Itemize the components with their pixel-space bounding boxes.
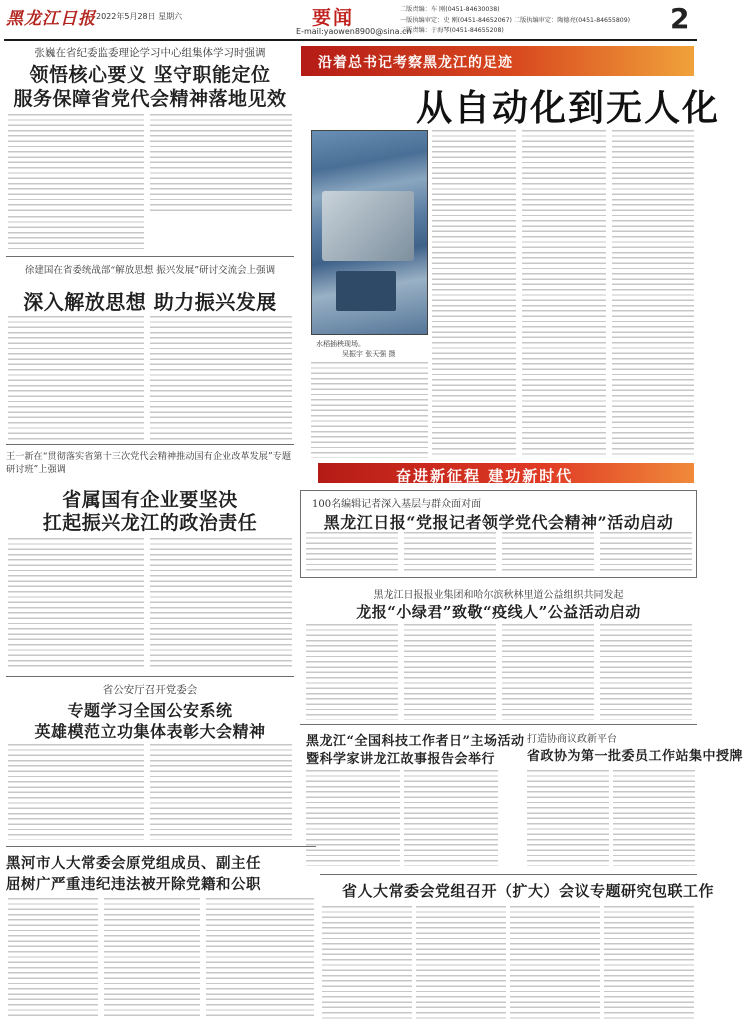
issue-date: 2022年5月28日 星期六 xyxy=(96,12,183,21)
article-body-text xyxy=(306,532,398,574)
column-divider xyxy=(320,874,697,875)
article-body-text xyxy=(8,898,98,1020)
article-headline: 暨科学家讲龙江故事报告会举行 xyxy=(306,752,496,767)
photo-field-shape xyxy=(336,271,396,311)
article-body-text xyxy=(8,114,144,214)
article-body-text xyxy=(8,744,144,840)
article-body-text xyxy=(8,316,144,440)
article-body-text xyxy=(150,114,292,214)
article-headline: 扛起振兴龙江的政治责任 xyxy=(42,512,258,534)
article-kicker: 黑龙江日报报业集团和哈尔滨秋林里道公益组织共同发起 xyxy=(373,590,624,601)
article-headline: 屈树广严重违纪违法被开除党籍和公职 xyxy=(6,876,261,893)
article-body-text xyxy=(306,770,400,866)
page-number: 2 xyxy=(670,2,690,35)
column-divider xyxy=(6,676,294,677)
article-body-text xyxy=(150,316,292,440)
article-kicker: 徐建国在省委统战部“解放思想 振兴发展”研讨交流会上强调 xyxy=(24,265,276,276)
article-body-text xyxy=(612,130,694,455)
masthead-rule xyxy=(4,39,697,41)
article-headline: 黑河市人大常委会原党组成员、副主任 xyxy=(6,855,261,872)
article-headline: 省政协为第一批委员工作站集中授牌 xyxy=(527,749,743,764)
article-headline: 深入解放思想 助力振兴发展 xyxy=(23,290,277,314)
column-divider xyxy=(300,724,697,725)
article-body-text xyxy=(306,624,398,720)
editor-contact-line: 二版责编：车 刚(0451-84630038) xyxy=(400,6,500,13)
article-headline: 黑龙江“全国科技工作者日”主场活动 xyxy=(306,734,525,749)
article-kicker: 张巍在省纪委监委理论学习中心组集体学习时强调 xyxy=(34,47,266,59)
article-body-text xyxy=(311,362,428,458)
article-body-text xyxy=(510,906,600,1020)
article-body-text xyxy=(502,624,594,720)
column-divider xyxy=(6,444,294,445)
editor-contacts xyxy=(400,5,630,37)
editor-contact-line: 二版责编：于海琴(0451-84655208) xyxy=(400,27,504,34)
article-body-text xyxy=(522,130,606,455)
article-headline: 省属国有企业要坚决 xyxy=(62,489,238,511)
section-email: E-mail:yaowen8900@sina.cn xyxy=(296,27,412,36)
article-headline: 服务保障省党代会精神落地见效 xyxy=(13,88,287,110)
article-body-text xyxy=(416,906,506,1020)
article-body-text xyxy=(600,532,692,574)
article-body-text xyxy=(613,770,695,866)
article-headline: 领悟核心要义 坚守职能定位 xyxy=(29,64,271,86)
article-body-text xyxy=(604,906,694,1020)
article-headline: 英雄模范立功集体表彰大会精神 xyxy=(34,722,266,741)
article-headline: 黑龙江日报“党报记者领学党代会精神”活动启动 xyxy=(323,513,674,532)
feature-headline: 从自动化到无人化 xyxy=(416,87,721,129)
feature-photo xyxy=(311,130,428,335)
article-body-text xyxy=(502,532,594,574)
editor-contact-line: 一版执编审定：史 刚(0451-84652067) 二版执编审定：陶德亮(0451-84655809) xyxy=(400,16,631,24)
article-headline: 省人大常委会党组召开（扩大）会议专题研究包联工作 xyxy=(342,882,715,900)
photo-machine-shape xyxy=(322,191,414,261)
article-headline: 专题学习全国公安系统 xyxy=(67,701,233,720)
article-kicker: 王一新在“贯彻落实省第十三次党代会精神推动国有企业改革发展”专题研讨班”上强调 xyxy=(6,451,292,475)
slogan-text: 奋进新征程 建功新时代 xyxy=(396,467,574,485)
article-body-text xyxy=(8,216,144,252)
article-kicker: 100名编辑记者深入基层与群众面对面 xyxy=(312,499,482,510)
column-divider xyxy=(6,256,294,257)
article-body-text xyxy=(404,532,496,574)
article-body-text xyxy=(150,538,292,670)
article-body-text xyxy=(404,624,496,720)
article-kicker: 省公安厅召开党委会 xyxy=(102,684,198,696)
article-body-text xyxy=(404,770,498,866)
feature-banner-title: 沿着总书记考察黑龙江的足迹 xyxy=(318,55,513,71)
article-body-text xyxy=(206,898,314,1020)
newspaper-brand-logo: 黑龙江日报 xyxy=(6,9,96,29)
section-title: 要闻 xyxy=(312,7,355,29)
photo-credit: 吴振宇 张天强 摄 xyxy=(342,350,396,358)
article-body-text xyxy=(527,770,609,866)
article-kicker: 打造协商议政新平台 xyxy=(527,734,617,745)
article-body-text xyxy=(322,906,412,1020)
article-body-text xyxy=(150,744,292,840)
article-body-text xyxy=(8,538,144,670)
photo-caption: 水稻插秧现场。 xyxy=(316,340,365,348)
article-headline: 龙报“小绿君”致敬“疫线人”公益活动启动 xyxy=(356,603,641,621)
article-body-text xyxy=(600,624,692,720)
article-body-text xyxy=(432,130,516,455)
article-body-text xyxy=(104,898,200,1020)
column-divider xyxy=(6,846,316,847)
